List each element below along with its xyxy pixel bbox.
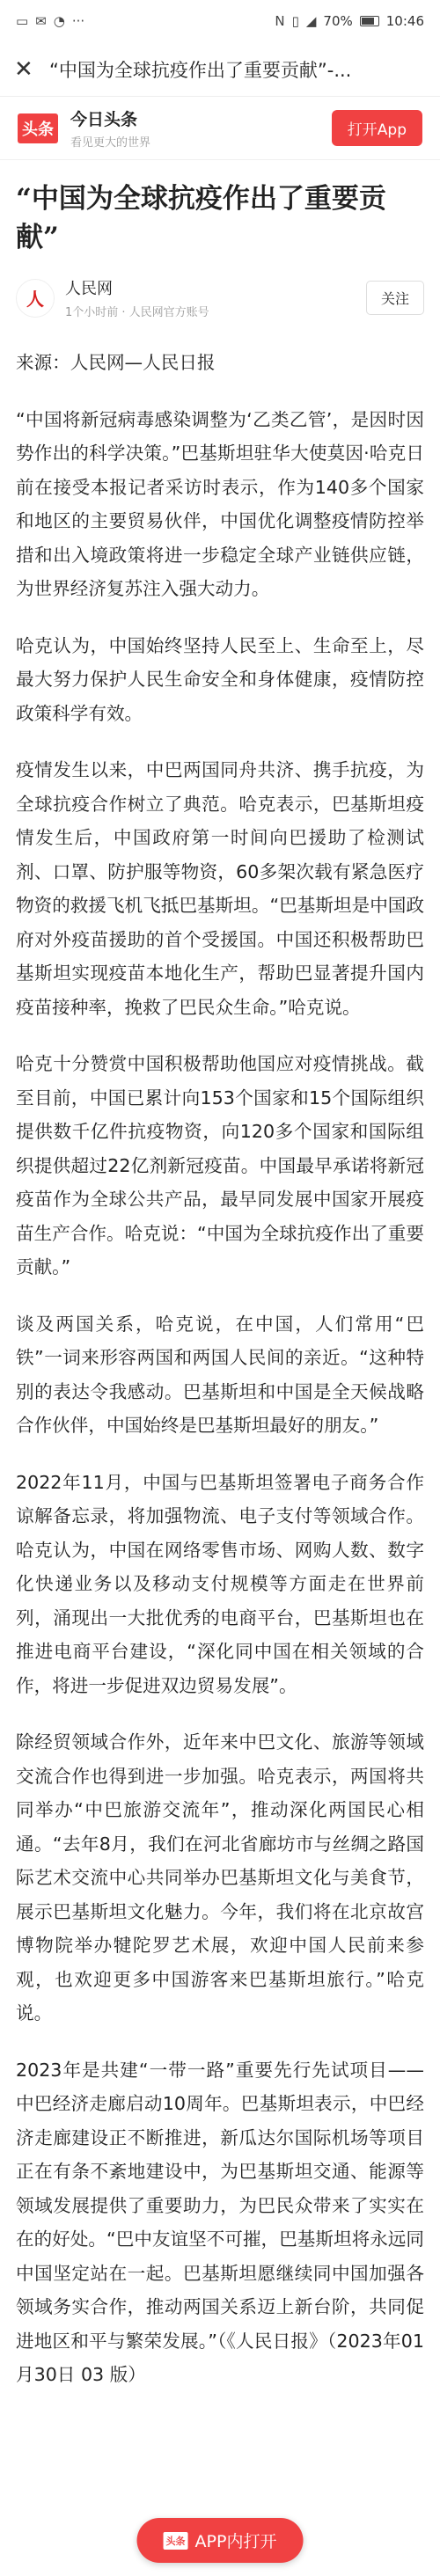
close-icon[interactable]: ✕ <box>14 55 33 83</box>
article-source: 来源：人民网—人民日报 <box>16 352 216 373</box>
article-title: “中国为全球抗疫作出了重要贡献” <box>16 183 386 253</box>
status-right <box>275 13 424 29</box>
battery-icon <box>360 16 379 26</box>
more-icon: ··· <box>71 12 85 29</box>
author-row <box>16 276 424 319</box>
mail-icon: ✉ <box>35 12 47 29</box>
notification-icon: ▭ <box>16 12 29 29</box>
clock: 10:46 <box>385 13 424 29</box>
app-slogan: 看见更大的世界 <box>70 136 151 150</box>
paragraph: “中国将新冠病毒感染调整为‘乙类乙管’，是因时因势作出的科学决策。”巴基斯坦驻华大使莫因·哈克日前在接受本报记者采访时表示，作为140多个国家和地区的主要贸易伙伴，中国优化调整疫情防控举措和出入境政策将进一步稳定全球产业链供应链，为世界经济复苏注入强大动力。 <box>16 408 424 599</box>
vibrate-icon: ▯ <box>291 12 299 29</box>
author-name[interactable]: 人民网 <box>65 280 113 298</box>
open-app-button[interactable]: 打开App <box>332 110 422 146</box>
app-banner <box>0 97 440 160</box>
paragraph: 2023年是共建“一带一路”重要先行先试项目——中巴经济走廊启动10周年。巴基斯坦表示，中巴经济走廊建设正不断推进，新瓜达尔国际机场等项目正在有条不紊地建设中，为巴基斯坦交通、能源等领域发展提供了重要助力，为巴民众带来了实实在在的好处。“巴中友谊坚不可摧，巴基斯坦将永远同中国坚定站在一起。巴基斯坦愿继续同中国加强各领域务实合作，推动两国关系迈上新台阶，共同促进地区和平与繁荣发展。”（《人民日报》（2023年01月30日 03 版） <box>16 2059 424 2385</box>
paragraph: 除经贸领域合作外，近年来中巴文化、旅游等领域交流合作也得到进一步加强。哈克表示，两国将共同举办“中巴旅游交流年”，推动深化两国民心相通。“去年8月，我们在河北省廊坊市与丝绸之路国际艺术交流中心共同举办巴基斯坦文化与美食节，展示巴基斯坦文化魅力。今年，我们将在北京故宫博物院举办犍陀罗艺术展，欢迎中国人民前来参观，也欢迎更多中国游客来巴基斯坦旅行。”哈克说。 <box>16 1731 424 2023</box>
signal-icon: ◢ <box>305 12 317 29</box>
author-info <box>65 276 366 319</box>
app-text <box>70 106 332 150</box>
page-title: “中国为全球抗疫作出了重要贡献”-... <box>49 59 352 81</box>
follow-button[interactable]: 关注 <box>366 281 424 315</box>
status-bar <box>0 0 440 42</box>
paragraph: 2022年11月，中国与巴基斯坦签署电子商务合作谅解备忘录，将加强物流、电子支付等领域合作。哈克认为，中国在网络零售市场、网购人数、数字化快递业务以及移动支付规模等方面走在世界前列，涌现出一大批优秀的电商平台，巴基斯坦也在推进电商平台建设，“深化同中国在相关领域的合作，将进一步促进双边贸易发展”。 <box>16 1471 424 1696</box>
open-in-app-button[interactable] <box>137 2518 304 2563</box>
paragraph: 疫情发生以来，中巴两国同舟共济、携手抗疫，为全球抗疫合作树立了典范。哈克表示，巴基斯坦疫情发生后，中国政府第一时间向巴援助了检测试剂、口罩、防护服等物资，60多架次载有紧急医疗物资的救援飞机飞抵巴基斯坦。“巴基斯坦是中国政府对外疫苗援助的首个受援国。中国还积极帮助巴基斯坦实现疫苗本地化生产，帮助巴显著提升国内疫苗接种率，挽救了巴民众生命。”哈克说。 <box>16 759 424 1018</box>
app-logo-small: 头条 <box>164 2532 188 2550</box>
paragraph: 谈及两国关系，哈克说，在中国，人们常用“巴铁”一词来形容两国和两国人民间的亲近。“这种特别的表达令我感动。巴基斯坦和中国是全天候战略合作伙伴，中国始终是巴基斯坦最好的朋友。” <box>16 1313 424 1436</box>
app-name: 今日头条 <box>70 110 138 129</box>
status-left <box>16 12 85 29</box>
nav-bar <box>0 42 440 97</box>
battery-percent: 70% <box>323 13 353 29</box>
paragraph: 哈克认为，中国始终坚持人民至上、生命至上，尽最大努力保护人民生命安全和身体健康，疫情防控政策科学有效。 <box>16 634 424 724</box>
author-meta: 1个小时前 · 人民网官方账号 <box>65 306 209 319</box>
nfc-icon: N <box>275 12 285 29</box>
open-in-app-label: APP内打开 <box>194 2532 277 2551</box>
article <box>0 179 440 2392</box>
wifi-icon: ◔ <box>53 12 65 29</box>
avatar[interactable]: 人 <box>16 279 55 318</box>
paragraph: 哈克十分赞赏中国积极帮助他国应对疫情挑战。截至目前，中国已累计向153个国家和15个国际组织提供数千亿件抗疫物资，向120多个国家和国际组织提供超过22亿剂新冠疫苗。中国最早承诺将新冠疫苗作为全球公共产品，最早同发展中国家开展疫苗生产合作。哈克说：“中国为全球抗疫作出了重要贡献。” <box>16 1053 424 1277</box>
app-logo: 头条 <box>18 113 58 143</box>
